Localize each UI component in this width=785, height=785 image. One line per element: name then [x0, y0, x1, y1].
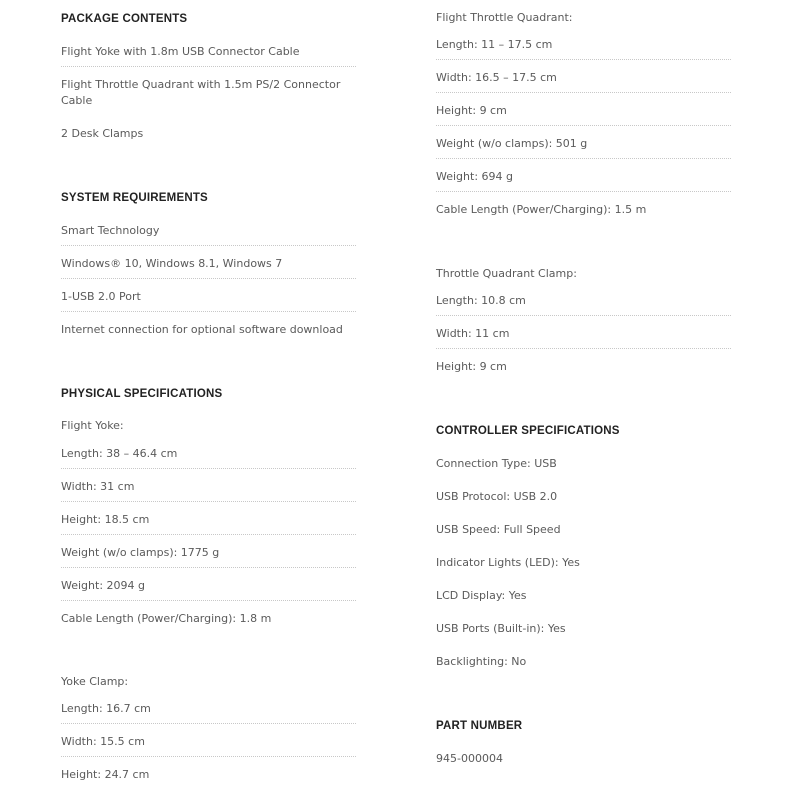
list-item: Length: 38 – 46.4 cm [61, 447, 178, 460]
list-item: Weight (w/o clamps): 501 g [436, 137, 588, 150]
list-item: Flight Throttle Quadrant with 1.5m PS/2 Connector Cable [61, 78, 341, 107]
divider [61, 600, 356, 601]
list-item: Width: 11 cm [436, 327, 510, 340]
list-item: Cable Length (Power/Charging): 1.8 m [61, 612, 272, 625]
list-item: Smart Technology [61, 224, 160, 237]
divider [436, 92, 731, 93]
divider [436, 59, 731, 60]
list-item: Windows® 10, Windows 8.1, Windows 7 [61, 257, 283, 270]
list-item: 1-USB 2.0 Port [61, 290, 141, 303]
throttle-quadrant-clamp-label: Throttle Quadrant Clamp: [436, 267, 577, 280]
list-item: Internet connection for optional software download [61, 323, 343, 336]
list-item: USB Speed: Full Speed [436, 523, 561, 536]
flight-throttle-quadrant-label: Flight Throttle Quadrant: [436, 11, 573, 24]
flight-yoke-label: Flight Yoke: [61, 419, 124, 432]
list-item: Height: 18.5 cm [61, 513, 150, 526]
divider [61, 501, 356, 502]
divider [436, 191, 731, 192]
list-item: Connection Type: USB [436, 457, 557, 470]
divider [436, 158, 731, 159]
list-item: USB Protocol: USB 2.0 [436, 490, 558, 503]
list-item: Height: 9 cm [436, 104, 507, 117]
divider [61, 278, 356, 279]
system-requirements-heading: SYSTEM REQUIREMENTS [61, 192, 208, 204]
physical-specifications-heading: PHYSICAL SPECIFICATIONS [61, 388, 223, 400]
list-item: Width: 31 cm [61, 480, 135, 493]
divider [61, 245, 356, 246]
part-number-value: 945-000004 [436, 752, 503, 765]
divider [61, 66, 356, 67]
divider [61, 567, 356, 568]
list-item: Height: 9 cm [436, 360, 507, 373]
list-item: 2 Desk Clamps [61, 127, 144, 140]
list-item: USB Ports (Built-in): Yes [436, 622, 566, 635]
list-item: Weight (w/o clamps): 1775 g [61, 546, 220, 559]
list-item: Weight: 694 g [436, 170, 513, 183]
list-item: Length: 11 – 17.5 cm [436, 38, 553, 51]
yoke-clamp-label: Yoke Clamp: [61, 675, 129, 688]
divider [436, 348, 731, 349]
divider [61, 723, 356, 724]
divider [61, 534, 356, 535]
divider [436, 315, 731, 316]
divider [61, 468, 356, 469]
list-item: Width: 15.5 cm [61, 735, 145, 748]
list-item: Cable Length (Power/Charging): 1.5 m [436, 203, 647, 216]
package-contents-heading: PACKAGE CONTENTS [61, 13, 188, 25]
list-item: Height: 24.7 cm [61, 768, 150, 781]
list-item: Weight: 2094 g [61, 579, 145, 592]
divider [436, 125, 731, 126]
list-item: LCD Display: Yes [436, 589, 527, 602]
divider [61, 756, 356, 757]
part-number-heading: PART NUMBER [436, 720, 523, 732]
controller-specifications-heading: CONTROLLER SPECIFICATIONS [436, 425, 620, 437]
list-item: Width: 16.5 – 17.5 cm [436, 71, 557, 84]
divider [61, 311, 356, 312]
list-item: Length: 10.8 cm [436, 294, 526, 307]
list-item: Backlighting: No [436, 655, 527, 668]
list-item: Length: 16.7 cm [61, 702, 151, 715]
list-item: Flight Yoke with 1.8m USB Connector Cable [61, 45, 300, 58]
list-item: Indicator Lights (LED): Yes [436, 556, 580, 569]
